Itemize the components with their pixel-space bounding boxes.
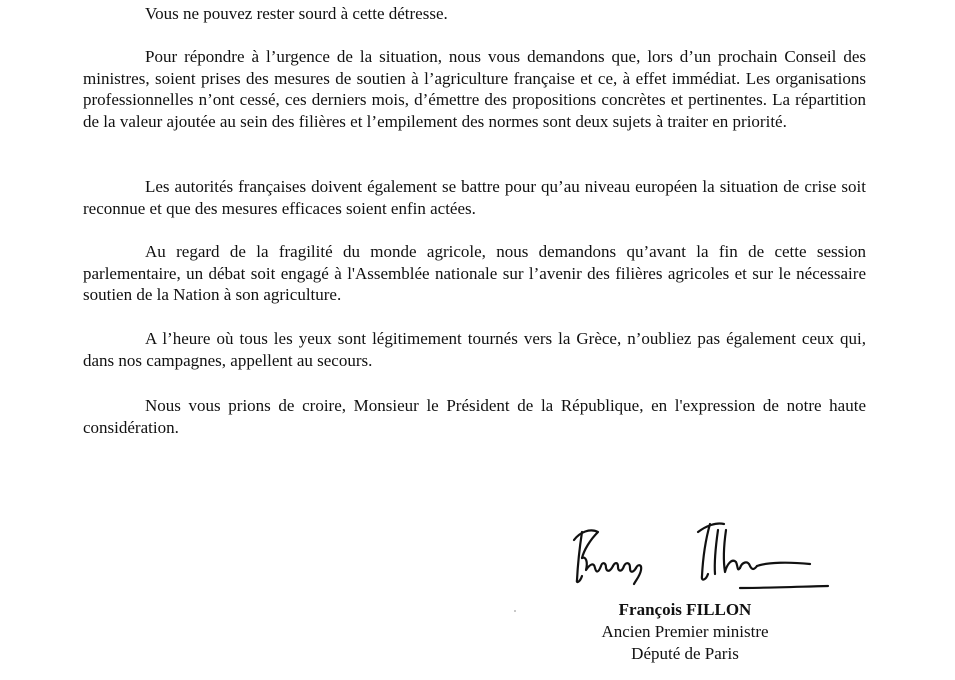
signatory-seat: Député de Paris	[631, 644, 739, 663]
paragraph-urgent-measures: Pour répondre à l’urgence de la situation, nous vous demandons que, lors d’un prochain Conseil des ministres, soient prises des mesures de soutien à l’agriculture française et ce, à effet immédiat. Les organisations professionnelles n’ont cessé, ces derniers mois, d’émettre des propositions concrètes et pertinentes. La répartition de la valeur ajoutée au sein des filières et l’empilement des normes sont deux sujets à traiter en priorité.	[83, 47, 866, 131]
signature-block	[560, 510, 860, 680]
paragraph-distress: Vous ne pouvez rester sourd à cette détresse.	[145, 4, 448, 23]
handwritten-signature	[560, 510, 860, 600]
paragraph-closing-formula: Nous vous prions de croire, Monsieur le Président de la République, en l'expression de notre haute considération.	[83, 396, 866, 437]
scan-speck	[514, 610, 516, 612]
signatory-title: Ancien Premier ministre	[601, 622, 769, 641]
paragraph-greece: A l’heure où tous les yeux sont légitimement tournés vers la Grèce, n’oubliez pas également ceux qui, dans nos campagnes, appellent au secours.	[83, 329, 866, 370]
paragraph-parliamentary-debate: Au regard de la fragilité du monde agricole, nous demandons qu’avant la fin de cette session parlementaire, un débat soit engagé à l'Assemblée nationale sur l’avenir des filières agricoles et sur le nécessaire soutien de la Nation à son agriculture.	[83, 242, 866, 305]
paragraph-european-level: Les autorités françaises doivent également se battre pour qu’au niveau européen la situation de crise soit reconnue et que des mesures efficaces soient enfin actées.	[83, 177, 866, 218]
signatory-name: François FILLON	[618, 600, 752, 619]
